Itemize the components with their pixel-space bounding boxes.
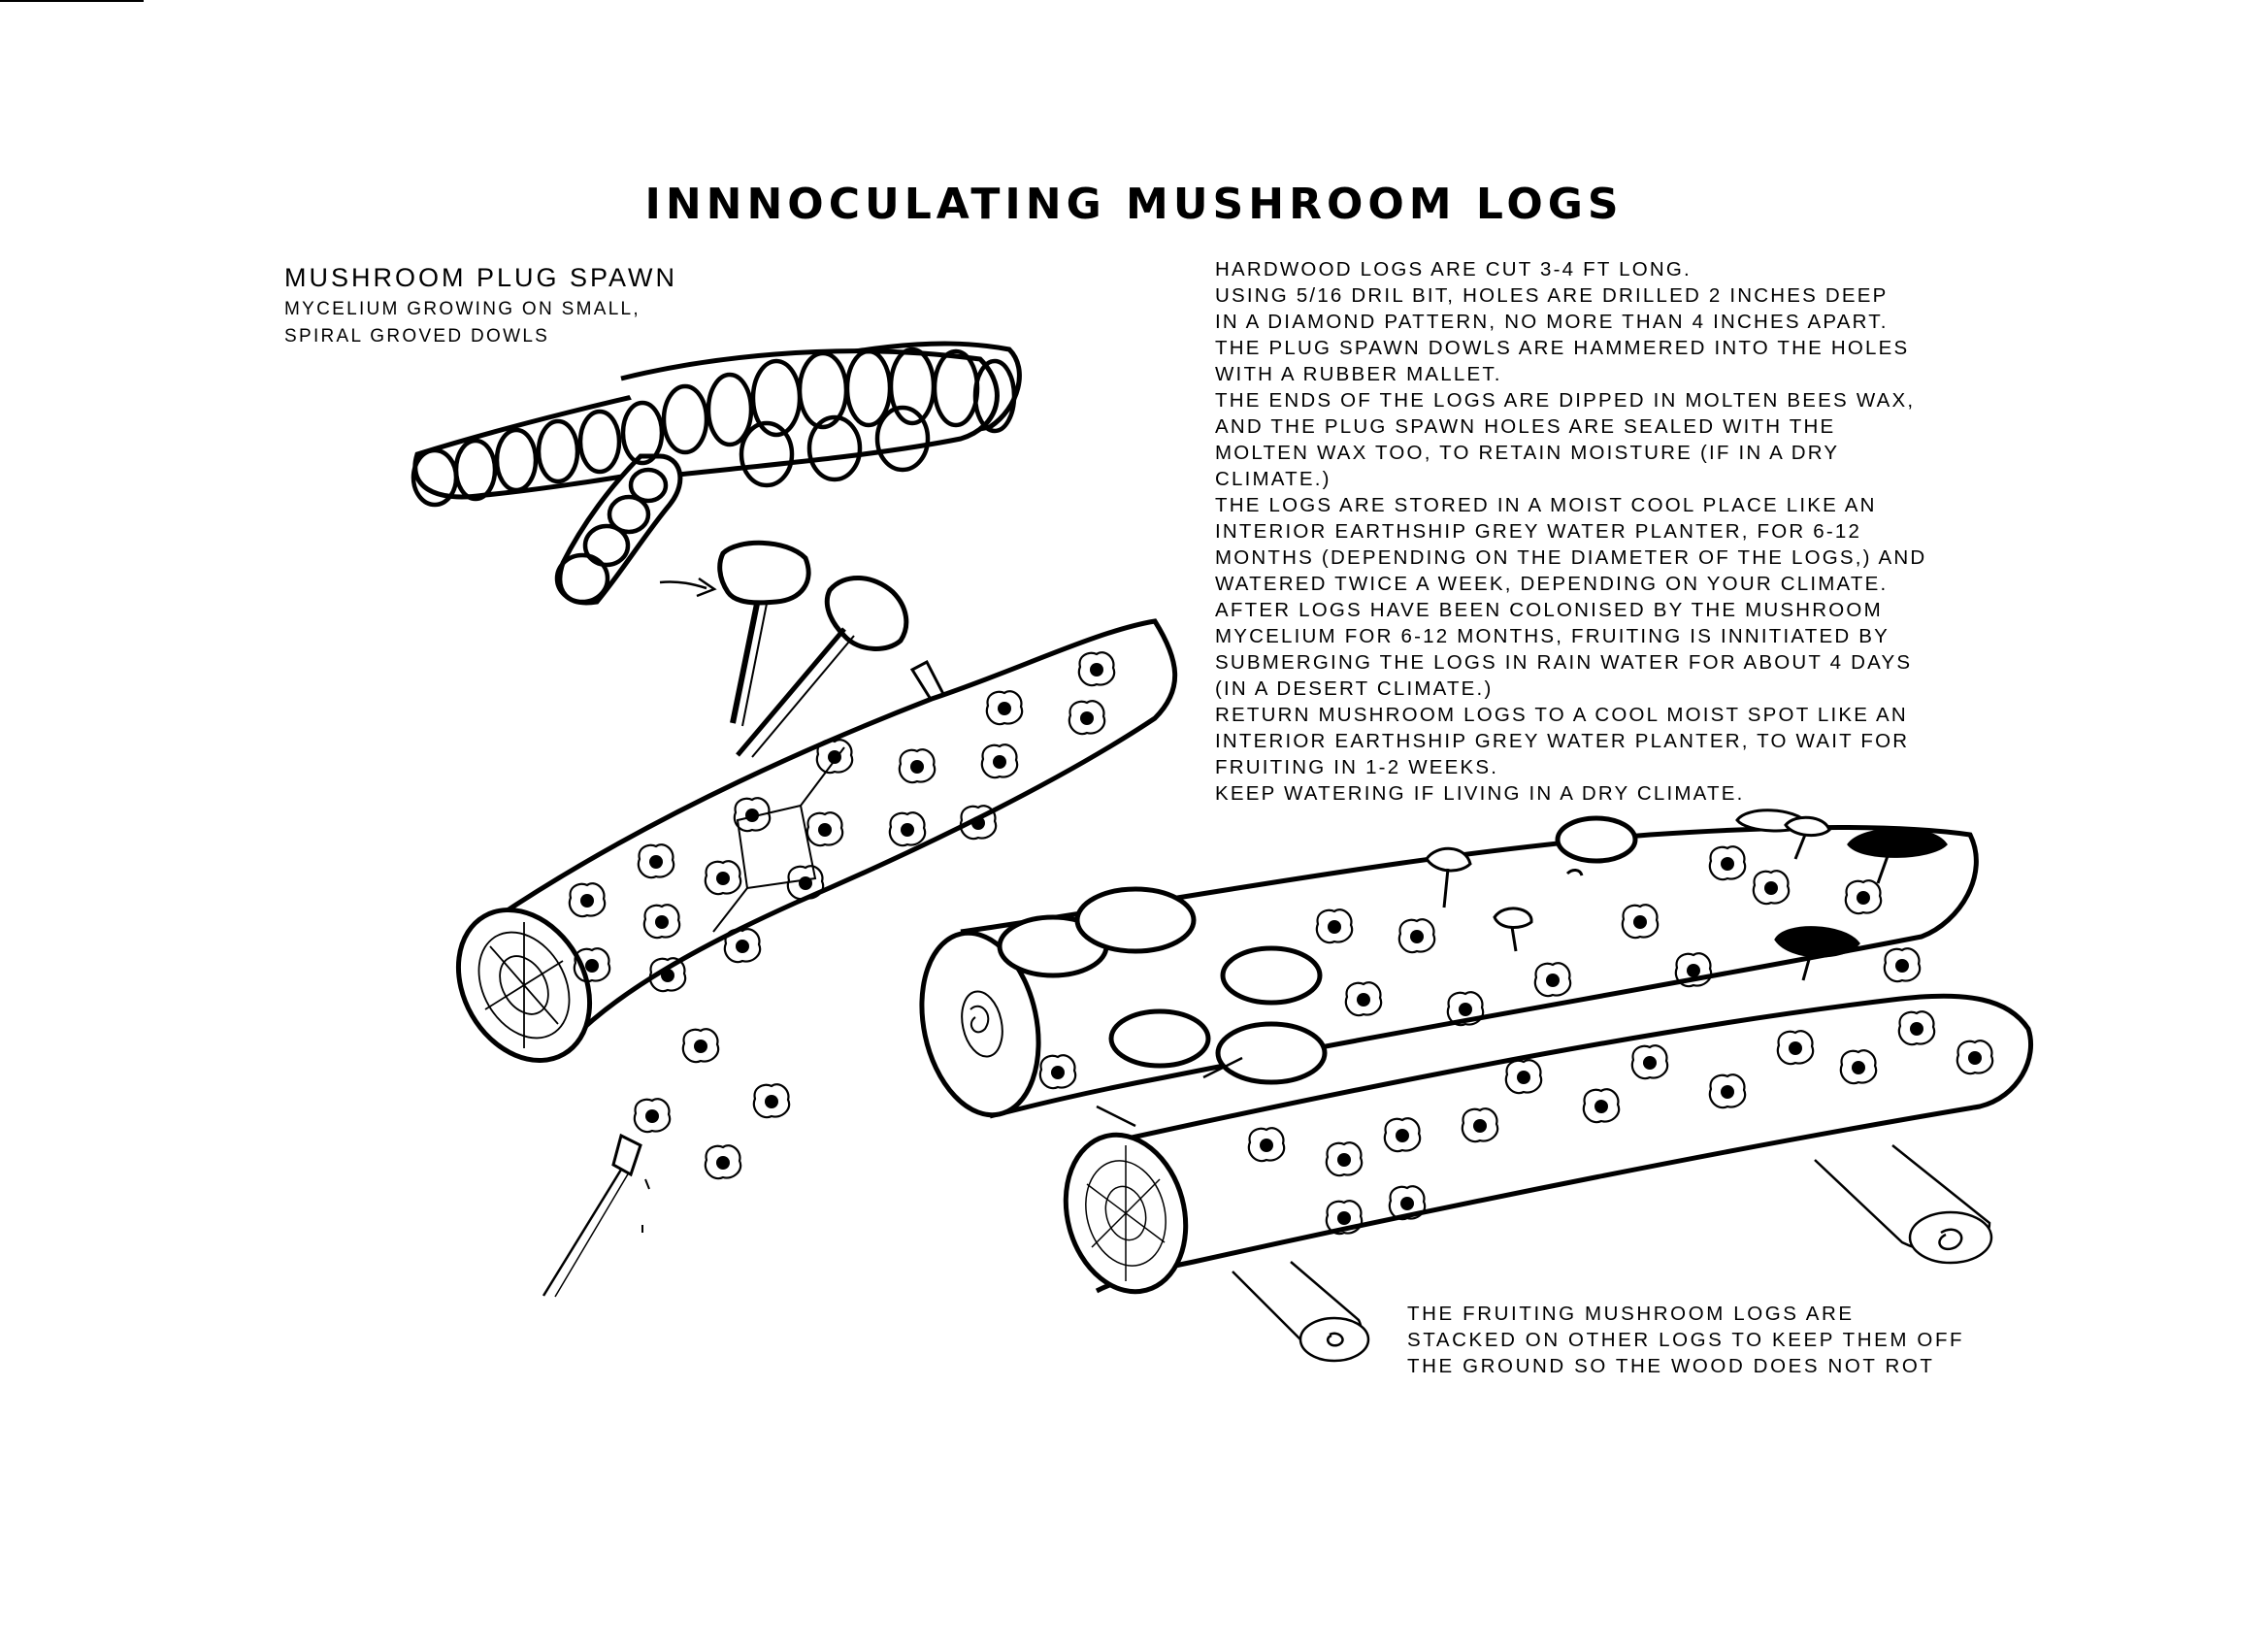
- instruction-line: WITH A RUBBER MALLET.: [1215, 363, 1502, 385]
- instruction-line: MYCELIUM FOR 6-12 MONTHS, FRUITING IS INNITIATED BY: [1215, 625, 1890, 647]
- instruction-line: CLIMATE.): [1215, 468, 1331, 490]
- instruction-line: AFTER LOGS HAVE BEEN COLONISED BY THE MUSHROOM: [1215, 599, 1883, 621]
- loose-plugs: [635, 1029, 789, 1178]
- instruction-line: THE PLUG SPAWN DOWLS ARE HAMMERED INTO THE HOLES: [1215, 337, 1910, 359]
- plug-spawn-dowels: [413, 344, 1019, 603]
- instruction-line: INTERIOR EARTHSHIP GREY WATER PLANTER, FOR 6-12: [1215, 520, 1862, 543]
- stacking-note: [1407, 1301, 1964, 1379]
- plug-spawn-line: MYCELIUM GROWING ON SMALL,: [284, 299, 641, 319]
- instruction-line: SUBMERGING THE LOGS IN RAIN WATER FOR ABOUT 4 DAYS: [1215, 651, 1913, 674]
- instruction-line: HARDWOOD LOGS ARE CUT 3-4 FT LONG.: [1215, 258, 1692, 281]
- stacking-note-line: STACKED ON OTHER LOGS TO KEEP THEM OFF: [1407, 1329, 1965, 1351]
- instruction-line: FRUITING IN 1-2 WEEKS.: [1215, 756, 1499, 778]
- stacking-note-line: THE GROUND SO THE WOOD DOES NOT ROT: [1407, 1355, 1935, 1377]
- plug-spawn-heading: MUSHROOM PLUG SPAWN: [284, 263, 678, 292]
- instruction-line: IN A DIAMOND PATTERN, NO MORE THAN 4 INCHES APART.: [1215, 311, 1889, 333]
- instruction-line: INTERIOR EARTHSHIP GREY WATER PLANTER, TO WAIT FOR: [1215, 730, 1910, 752]
- instruction-line: AND THE PLUG SPAWN HOLES ARE SEALED WITH THE: [1215, 415, 1836, 438]
- instruction-line: USING 5/16 DRIL BIT, HOLES ARE DRILLED 2 INCHES DEEP: [1215, 284, 1889, 307]
- instruction-line: MONTHS (DEPENDING ON THE DIAMETER OF THE LOGS,) AND: [1215, 546, 1927, 569]
- mallet-icon: [720, 543, 808, 726]
- page-title: INNNOCULATING MUSHROOM LOGS: [644, 180, 1624, 229]
- instruction-line: RETURN MUSHROOM LOGS TO A COOL MOIST SPOT LIKE AN: [1215, 704, 1908, 726]
- stacking-note-line: THE FRUITING MUSHROOM LOGS ARE: [1407, 1303, 1855, 1325]
- instruction-line: WATERED TWICE A WEEK, DEPENDING ON YOUR CLIMATE.: [1215, 573, 1889, 595]
- instruction-line: KEEP WATERING IF LIVING IN A DRY CLIMATE.: [1215, 782, 1745, 805]
- instruction-line: MOLTEN WAX TOO, TO RETAIN MOISTURE (IF IN A DRY: [1215, 442, 1840, 464]
- arrow-icon: [660, 578, 714, 596]
- wax-brush-icon: [543, 1136, 649, 1297]
- instruction-line: THE LOGS ARE STORED IN A MOIST COOL PLACE LIKE AN: [1215, 494, 1877, 516]
- instruction-line: THE ENDS OF THE LOGS ARE DIPPED IN MOLTEN BEES WAX,: [1215, 389, 1916, 412]
- instruction-line: (IN A DESERT CLIMATE.): [1215, 677, 1494, 700]
- plug-spawn-line: SPIRAL GROVED DOWLS: [284, 326, 550, 347]
